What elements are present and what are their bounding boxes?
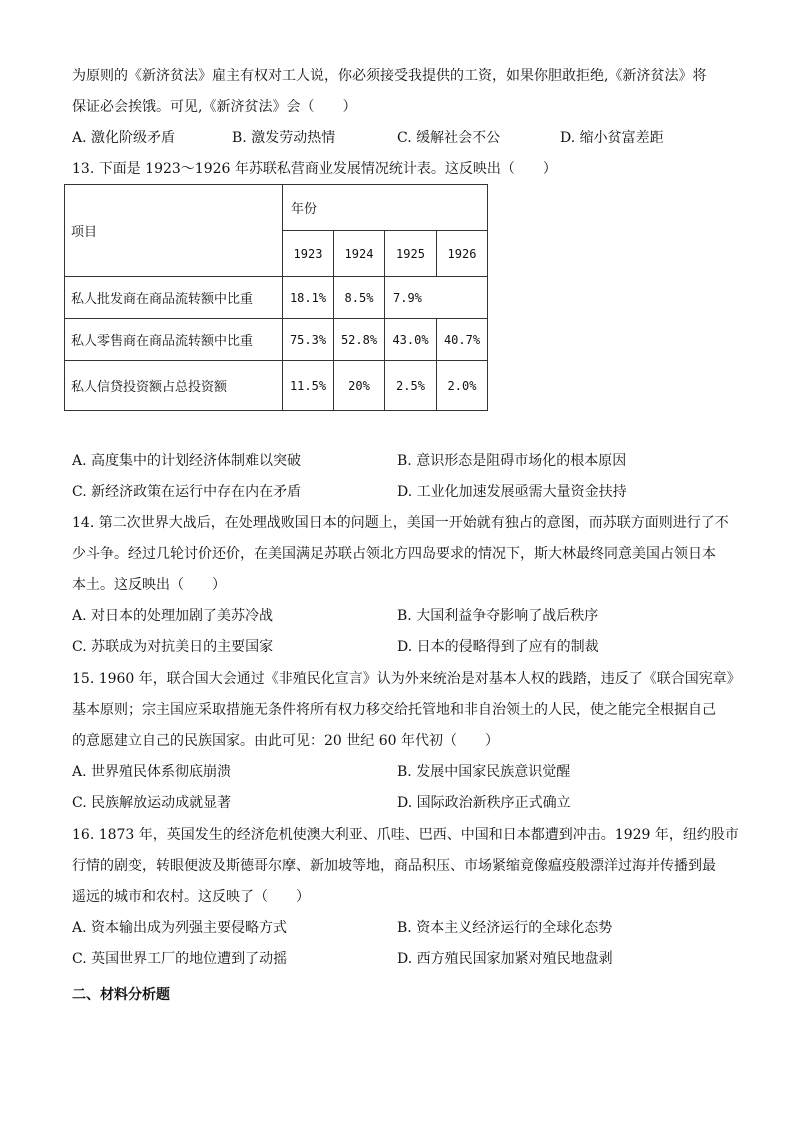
table-cell: 75.3% xyxy=(283,319,334,361)
table-cell: 8.5% xyxy=(334,277,385,319)
q14-option-a: A. 对日本的处理加剧了美苏冷战 xyxy=(72,608,274,624)
q12-option-d: D. 缩小贫富差距 xyxy=(560,130,664,146)
table-year-1924: 1924 xyxy=(334,231,385,277)
q16-stem-line-1: 16. 1873 年，英国发生的经济危机使澳大利亚、爪哇、巴西、中国和日本都遭到冲击。1929 年，纽约股市 xyxy=(72,827,739,843)
table-cell: 2.0% xyxy=(437,361,488,411)
q16-stem-line-3: 遥远的城市和农村。这反映了（ ） xyxy=(72,889,310,905)
q15-option-d: D. 国际政治新秩序正式确立 xyxy=(397,795,571,811)
q16-option-b: B. 资本主义经济运行的全球化态势 xyxy=(397,920,613,936)
table-row xyxy=(65,319,488,361)
table-row-label: 私人信贷投资额占总投资额 xyxy=(65,361,283,411)
q12-stem-line-2: 保证必会挨饿。可见,《新济贫法》会（ ） xyxy=(72,99,357,115)
q16-stem-line-2: 行情的剧变，转眼便波及斯德哥尔摩、新加坡等地，商品积压、市场紧缩竟像瘟疫般漂洋过海并传播到最 xyxy=(72,858,716,874)
q14-stem-line-2: 少斗争。经过几轮讨价还价，在美国满足苏联占领北方四岛要求的情况下，斯大林最终同意美国占领日本 xyxy=(72,546,716,562)
q12-option-a: A. 激化阶级矛盾 xyxy=(72,130,176,146)
q14-option-d: D. 日本的侵略得到了应有的制裁 xyxy=(397,639,599,655)
table-cell: 7.9% xyxy=(385,277,488,319)
q15-stem-line-1: 15. 1960 年，联合国大会通过《非殖民化宣言》认为外来统治是对基本人权的践踏，违反了《联合国宪章》 xyxy=(72,671,741,687)
table-cell: 40.7% xyxy=(437,319,488,361)
table-row-label: 私人零售商在商品流转额中比重 xyxy=(65,319,283,361)
table-row xyxy=(65,361,488,411)
table-cell: 20% xyxy=(334,361,385,411)
q14-stem-line-3: 本土。这反映出（ ） xyxy=(72,577,226,593)
q16-option-c: C. 英国世界工厂的地位遭到了动摇 xyxy=(72,951,288,967)
q15-option-c: C. 民族解放运动成就显著 xyxy=(72,795,232,811)
q13-option-b: B. 意识形态是阻碍市场化的根本原因 xyxy=(397,453,627,469)
private-commerce-table xyxy=(64,184,488,411)
q12-stem-line-1: 为原则的《新济贫法》雇主有权对工人说，你必须接受我提供的工资，如果你胆敢拒绝,《新济贫法》将 xyxy=(72,68,707,84)
table-row xyxy=(65,277,488,319)
q15-option-b: B. 发展中国家民族意识觉醒 xyxy=(397,764,571,780)
q12-option-c: C. 缓解社会不公 xyxy=(397,130,501,146)
table-cell: 11.5% xyxy=(283,361,334,411)
table-cell: 52.8% xyxy=(334,319,385,361)
table-cell: 2.5% xyxy=(385,361,437,411)
q14-option-c: C. 苏联成为对抗美日的主要国家 xyxy=(72,639,274,655)
q15-stem-line-3: 的意愿建立自己的民族国家。由此可见：20 世纪 60 年代初（ ） xyxy=(72,733,499,749)
table-row-label: 私人批发商在商品流转额中比重 xyxy=(65,277,283,319)
q16-option-d: D. 西方殖民国家加紧对殖民地盘剥 xyxy=(397,951,613,967)
q15-option-a: A. 世界殖民体系彻底崩溃 xyxy=(72,764,232,780)
table-header-item: 项目 xyxy=(65,185,283,277)
section-title: 二、材料分析题 xyxy=(72,987,170,1003)
q14-option-b: B. 大国利益争夺影响了战后秩序 xyxy=(397,608,599,624)
table-cell: 18.1% xyxy=(283,277,334,319)
table-header-year: 年份 xyxy=(283,185,488,231)
table-year-1923: 1923 xyxy=(283,231,334,277)
table-year-1926: 1926 xyxy=(437,231,488,277)
q15-stem-line-2: 基本原则；宗主国应采取措施无条件将所有权力移交给托管地和非自治领土的人民，使之能完全根据自己 xyxy=(72,702,716,718)
q16-option-a: A. 资本输出成为列强主要侵略方式 xyxy=(72,920,288,936)
table-year-1925: 1925 xyxy=(385,231,437,277)
q13-option-d: D. 工业化加速发展亟需大量资金扶持 xyxy=(397,484,627,500)
q14-stem-line-1: 14. 第二次世界大战后，在处理战败国日本的问题上，美国一开始就有独占的意图，而苏联方面则进行了不 xyxy=(72,515,729,531)
q13-option-a: A. 高度集中的计划经济体制难以突破 xyxy=(72,453,302,469)
q12-option-b: B. 激发劳动热情 xyxy=(232,130,336,146)
table-cell: 43.0% xyxy=(385,319,437,361)
q13-option-c: C. 新经济政策在运行中存在内在矛盾 xyxy=(72,484,302,500)
q13-stem: 13. 下面是 1923～1926 年苏联私营商业发展情况统计表。这反映出（ ） xyxy=(72,161,557,177)
